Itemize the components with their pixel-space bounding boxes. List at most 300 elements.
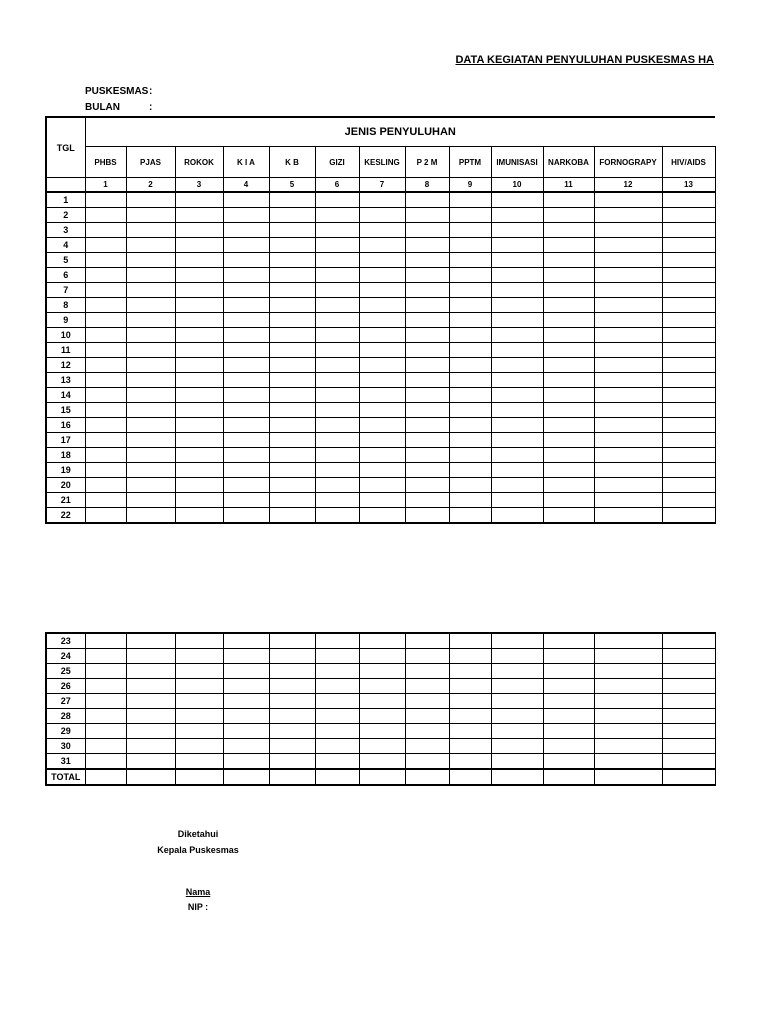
entry-cell[interactable] bbox=[594, 238, 662, 253]
entry-cell[interactable] bbox=[662, 418, 715, 433]
entry-cell[interactable] bbox=[594, 283, 662, 298]
entry-cell[interactable] bbox=[491, 649, 543, 664]
entry-cell[interactable] bbox=[594, 313, 662, 328]
entry-cell[interactable] bbox=[315, 664, 359, 679]
entry-cell[interactable] bbox=[449, 433, 491, 448]
entry-cell[interactable] bbox=[315, 724, 359, 739]
entry-cell[interactable] bbox=[449, 633, 491, 649]
entry-cell[interactable] bbox=[491, 208, 543, 223]
entry-cell[interactable] bbox=[449, 649, 491, 664]
total-cell[interactable] bbox=[449, 769, 491, 785]
entry-cell[interactable] bbox=[315, 313, 359, 328]
entry-cell[interactable] bbox=[543, 478, 594, 493]
entry-cell[interactable] bbox=[359, 649, 405, 664]
entry-cell[interactable] bbox=[85, 283, 126, 298]
entry-cell[interactable] bbox=[223, 298, 269, 313]
entry-cell[interactable] bbox=[405, 739, 449, 754]
entry-cell[interactable] bbox=[662, 253, 715, 268]
entry-cell[interactable] bbox=[85, 724, 126, 739]
entry-cell[interactable] bbox=[223, 433, 269, 448]
entry-cell[interactable] bbox=[126, 679, 175, 694]
entry-cell[interactable] bbox=[491, 403, 543, 418]
entry-cell[interactable] bbox=[175, 478, 223, 493]
entry-cell[interactable] bbox=[269, 343, 315, 358]
entry-cell[interactable] bbox=[315, 223, 359, 238]
total-cell[interactable] bbox=[175, 769, 223, 785]
entry-cell[interactable] bbox=[315, 433, 359, 448]
entry-cell[interactable] bbox=[543, 298, 594, 313]
entry-cell[interactable] bbox=[491, 633, 543, 649]
entry-cell[interactable] bbox=[491, 664, 543, 679]
entry-cell[interactable] bbox=[175, 633, 223, 649]
entry-cell[interactable] bbox=[359, 463, 405, 478]
entry-cell[interactable] bbox=[315, 268, 359, 283]
entry-cell[interactable] bbox=[662, 403, 715, 418]
entry-cell[interactable] bbox=[594, 754, 662, 770]
entry-cell[interactable] bbox=[85, 192, 126, 208]
total-cell[interactable] bbox=[359, 769, 405, 785]
entry-cell[interactable] bbox=[126, 223, 175, 238]
entry-cell[interactable] bbox=[175, 208, 223, 223]
entry-cell[interactable] bbox=[315, 649, 359, 664]
entry-cell[interactable] bbox=[491, 754, 543, 770]
total-cell[interactable] bbox=[491, 769, 543, 785]
entry-cell[interactable] bbox=[85, 664, 126, 679]
entry-cell[interactable] bbox=[543, 358, 594, 373]
entry-cell[interactable] bbox=[223, 373, 269, 388]
entry-cell[interactable] bbox=[662, 373, 715, 388]
entry-cell[interactable] bbox=[543, 694, 594, 709]
entry-cell[interactable] bbox=[543, 739, 594, 754]
entry-cell[interactable] bbox=[594, 403, 662, 418]
entry-cell[interactable] bbox=[359, 358, 405, 373]
entry-cell[interactable] bbox=[175, 298, 223, 313]
entry-cell[interactable] bbox=[359, 709, 405, 724]
entry-cell[interactable] bbox=[315, 192, 359, 208]
entry-cell[interactable] bbox=[662, 448, 715, 463]
entry-cell[interactable] bbox=[269, 253, 315, 268]
entry-cell[interactable] bbox=[315, 208, 359, 223]
entry-cell[interactable] bbox=[405, 478, 449, 493]
entry-cell[interactable] bbox=[491, 253, 543, 268]
entry-cell[interactable] bbox=[449, 739, 491, 754]
entry-cell[interactable] bbox=[223, 493, 269, 508]
entry-cell[interactable] bbox=[359, 328, 405, 343]
entry-cell[interactable] bbox=[405, 238, 449, 253]
entry-cell[interactable] bbox=[126, 343, 175, 358]
entry-cell[interactable] bbox=[126, 358, 175, 373]
entry-cell[interactable] bbox=[223, 238, 269, 253]
entry-cell[interactable] bbox=[405, 463, 449, 478]
entry-cell[interactable] bbox=[662, 679, 715, 694]
entry-cell[interactable] bbox=[594, 192, 662, 208]
entry-cell[interactable] bbox=[269, 268, 315, 283]
entry-cell[interactable] bbox=[543, 709, 594, 724]
entry-cell[interactable] bbox=[175, 223, 223, 238]
entry-cell[interactable] bbox=[449, 283, 491, 298]
entry-cell[interactable] bbox=[269, 649, 315, 664]
entry-cell[interactable] bbox=[315, 388, 359, 403]
entry-cell[interactable] bbox=[405, 328, 449, 343]
entry-cell[interactable] bbox=[405, 493, 449, 508]
entry-cell[interactable] bbox=[662, 223, 715, 238]
entry-cell[interactable] bbox=[491, 192, 543, 208]
entry-cell[interactable] bbox=[269, 298, 315, 313]
entry-cell[interactable] bbox=[126, 328, 175, 343]
entry-cell[interactable] bbox=[543, 493, 594, 508]
entry-cell[interactable] bbox=[491, 463, 543, 478]
entry-cell[interactable] bbox=[223, 403, 269, 418]
entry-cell[interactable] bbox=[269, 694, 315, 709]
entry-cell[interactable] bbox=[175, 679, 223, 694]
entry-cell[interactable] bbox=[223, 328, 269, 343]
entry-cell[interactable] bbox=[543, 754, 594, 770]
entry-cell[interactable] bbox=[491, 694, 543, 709]
entry-cell[interactable] bbox=[449, 418, 491, 433]
entry-cell[interactable] bbox=[223, 679, 269, 694]
entry-cell[interactable] bbox=[359, 192, 405, 208]
entry-cell[interactable] bbox=[269, 709, 315, 724]
entry-cell[interactable] bbox=[85, 709, 126, 724]
entry-cell[interactable] bbox=[269, 433, 315, 448]
entry-cell[interactable] bbox=[175, 343, 223, 358]
entry-cell[interactable] bbox=[491, 328, 543, 343]
entry-cell[interactable] bbox=[315, 238, 359, 253]
entry-cell[interactable] bbox=[223, 343, 269, 358]
entry-cell[interactable] bbox=[223, 313, 269, 328]
entry-cell[interactable] bbox=[223, 208, 269, 223]
entry-cell[interactable] bbox=[662, 694, 715, 709]
entry-cell[interactable] bbox=[543, 238, 594, 253]
entry-cell[interactable] bbox=[662, 433, 715, 448]
entry-cell[interactable] bbox=[594, 208, 662, 223]
entry-cell[interactable] bbox=[543, 253, 594, 268]
entry-cell[interactable] bbox=[359, 664, 405, 679]
entry-cell[interactable] bbox=[449, 388, 491, 403]
entry-cell[interactable] bbox=[662, 754, 715, 770]
entry-cell[interactable] bbox=[126, 373, 175, 388]
entry-cell[interactable] bbox=[405, 373, 449, 388]
entry-cell[interactable] bbox=[175, 283, 223, 298]
entry-cell[interactable] bbox=[269, 508, 315, 524]
entry-cell[interactable] bbox=[126, 694, 175, 709]
entry-cell[interactable] bbox=[405, 388, 449, 403]
entry-cell[interactable] bbox=[175, 388, 223, 403]
entry-cell[interactable] bbox=[543, 223, 594, 238]
entry-cell[interactable] bbox=[449, 192, 491, 208]
entry-cell[interactable] bbox=[269, 679, 315, 694]
entry-cell[interactable] bbox=[405, 358, 449, 373]
entry-cell[interactable] bbox=[175, 694, 223, 709]
entry-cell[interactable] bbox=[85, 754, 126, 770]
entry-cell[interactable] bbox=[405, 298, 449, 313]
entry-cell[interactable] bbox=[543, 373, 594, 388]
entry-cell[interactable] bbox=[269, 403, 315, 418]
entry-cell[interactable] bbox=[449, 223, 491, 238]
entry-cell[interactable] bbox=[359, 403, 405, 418]
entry-cell[interactable] bbox=[449, 343, 491, 358]
entry-cell[interactable] bbox=[223, 739, 269, 754]
entry-cell[interactable] bbox=[223, 478, 269, 493]
entry-cell[interactable] bbox=[175, 418, 223, 433]
entry-cell[interactable] bbox=[223, 724, 269, 739]
entry-cell[interactable] bbox=[662, 388, 715, 403]
entry-cell[interactable] bbox=[491, 418, 543, 433]
entry-cell[interactable] bbox=[543, 403, 594, 418]
entry-cell[interactable] bbox=[175, 754, 223, 770]
entry-cell[interactable] bbox=[315, 463, 359, 478]
entry-cell[interactable] bbox=[315, 478, 359, 493]
entry-cell[interactable] bbox=[269, 358, 315, 373]
entry-cell[interactable] bbox=[405, 633, 449, 649]
entry-cell[interactable] bbox=[491, 358, 543, 373]
entry-cell[interactable] bbox=[85, 343, 126, 358]
entry-cell[interactable] bbox=[662, 664, 715, 679]
entry-cell[interactable] bbox=[126, 478, 175, 493]
entry-cell[interactable] bbox=[126, 313, 175, 328]
entry-cell[interactable] bbox=[449, 208, 491, 223]
entry-cell[interactable] bbox=[359, 268, 405, 283]
total-cell[interactable] bbox=[223, 769, 269, 785]
entry-cell[interactable] bbox=[269, 223, 315, 238]
entry-cell[interactable] bbox=[491, 493, 543, 508]
entry-cell[interactable] bbox=[223, 192, 269, 208]
entry-cell[interactable] bbox=[449, 373, 491, 388]
entry-cell[interactable] bbox=[543, 418, 594, 433]
entry-cell[interactable] bbox=[359, 388, 405, 403]
entry-cell[interactable] bbox=[662, 298, 715, 313]
entry-cell[interactable] bbox=[223, 649, 269, 664]
entry-cell[interactable] bbox=[662, 633, 715, 649]
entry-cell[interactable] bbox=[126, 253, 175, 268]
entry-cell[interactable] bbox=[315, 283, 359, 298]
entry-cell[interactable] bbox=[223, 633, 269, 649]
entry-cell[interactable] bbox=[315, 403, 359, 418]
entry-cell[interactable] bbox=[85, 223, 126, 238]
entry-cell[interactable] bbox=[126, 463, 175, 478]
entry-cell[interactable] bbox=[269, 739, 315, 754]
entry-cell[interactable] bbox=[269, 418, 315, 433]
entry-cell[interactable] bbox=[405, 694, 449, 709]
entry-cell[interactable] bbox=[315, 633, 359, 649]
entry-cell[interactable] bbox=[491, 433, 543, 448]
entry-cell[interactable] bbox=[405, 253, 449, 268]
entry-cell[interactable] bbox=[315, 253, 359, 268]
entry-cell[interactable] bbox=[449, 238, 491, 253]
entry-cell[interactable] bbox=[594, 709, 662, 724]
entry-cell[interactable] bbox=[269, 238, 315, 253]
entry-cell[interactable] bbox=[543, 448, 594, 463]
entry-cell[interactable] bbox=[594, 448, 662, 463]
entry-cell[interactable] bbox=[223, 709, 269, 724]
entry-cell[interactable] bbox=[126, 268, 175, 283]
entry-cell[interactable] bbox=[405, 343, 449, 358]
entry-cell[interactable] bbox=[126, 448, 175, 463]
entry-cell[interactable] bbox=[449, 313, 491, 328]
entry-cell[interactable] bbox=[359, 373, 405, 388]
entry-cell[interactable] bbox=[126, 508, 175, 524]
entry-cell[interactable] bbox=[543, 649, 594, 664]
entry-cell[interactable] bbox=[85, 328, 126, 343]
total-cell[interactable] bbox=[543, 769, 594, 785]
entry-cell[interactable] bbox=[491, 238, 543, 253]
entry-cell[interactable] bbox=[223, 664, 269, 679]
entry-cell[interactable] bbox=[359, 433, 405, 448]
entry-cell[interactable] bbox=[315, 373, 359, 388]
entry-cell[interactable] bbox=[405, 448, 449, 463]
entry-cell[interactable] bbox=[449, 679, 491, 694]
entry-cell[interactable] bbox=[175, 724, 223, 739]
entry-cell[interactable] bbox=[315, 328, 359, 343]
entry-cell[interactable] bbox=[491, 298, 543, 313]
entry-cell[interactable] bbox=[543, 268, 594, 283]
entry-cell[interactable] bbox=[543, 313, 594, 328]
entry-cell[interactable] bbox=[315, 739, 359, 754]
entry-cell[interactable] bbox=[126, 739, 175, 754]
entry-cell[interactable] bbox=[269, 328, 315, 343]
entry-cell[interactable] bbox=[315, 418, 359, 433]
entry-cell[interactable] bbox=[223, 223, 269, 238]
entry-cell[interactable] bbox=[449, 253, 491, 268]
entry-cell[interactable] bbox=[315, 448, 359, 463]
entry-cell[interactable] bbox=[269, 633, 315, 649]
entry-cell[interactable] bbox=[315, 694, 359, 709]
entry-cell[interactable] bbox=[594, 298, 662, 313]
entry-cell[interactable] bbox=[405, 313, 449, 328]
entry-cell[interactable] bbox=[315, 508, 359, 524]
entry-cell[interactable] bbox=[594, 343, 662, 358]
entry-cell[interactable] bbox=[175, 463, 223, 478]
entry-cell[interactable] bbox=[543, 192, 594, 208]
entry-cell[interactable] bbox=[491, 739, 543, 754]
entry-cell[interactable] bbox=[175, 433, 223, 448]
entry-cell[interactable] bbox=[449, 328, 491, 343]
entry-cell[interactable] bbox=[269, 192, 315, 208]
entry-cell[interactable] bbox=[662, 313, 715, 328]
total-cell[interactable] bbox=[405, 769, 449, 785]
entry-cell[interactable] bbox=[269, 313, 315, 328]
entry-cell[interactable] bbox=[175, 238, 223, 253]
entry-cell[interactable] bbox=[405, 192, 449, 208]
total-cell[interactable] bbox=[85, 769, 126, 785]
entry-cell[interactable] bbox=[175, 358, 223, 373]
entry-cell[interactable] bbox=[85, 649, 126, 664]
entry-cell[interactable] bbox=[662, 328, 715, 343]
entry-cell[interactable] bbox=[491, 283, 543, 298]
entry-cell[interactable] bbox=[405, 754, 449, 770]
entry-cell[interactable] bbox=[594, 649, 662, 664]
entry-cell[interactable] bbox=[269, 478, 315, 493]
entry-cell[interactable] bbox=[359, 298, 405, 313]
entry-cell[interactable] bbox=[405, 283, 449, 298]
entry-cell[interactable] bbox=[594, 223, 662, 238]
entry-cell[interactable] bbox=[175, 192, 223, 208]
entry-cell[interactable] bbox=[175, 664, 223, 679]
entry-cell[interactable] bbox=[449, 724, 491, 739]
entry-cell[interactable] bbox=[85, 313, 126, 328]
entry-cell[interactable] bbox=[269, 724, 315, 739]
entry-cell[interactable] bbox=[449, 754, 491, 770]
entry-cell[interactable] bbox=[315, 343, 359, 358]
entry-cell[interactable] bbox=[543, 633, 594, 649]
entry-cell[interactable] bbox=[359, 343, 405, 358]
entry-cell[interactable] bbox=[126, 208, 175, 223]
entry-cell[interactable] bbox=[662, 649, 715, 664]
entry-cell[interactable] bbox=[449, 664, 491, 679]
entry-cell[interactable] bbox=[85, 238, 126, 253]
entry-cell[interactable] bbox=[175, 268, 223, 283]
entry-cell[interactable] bbox=[175, 328, 223, 343]
entry-cell[interactable] bbox=[223, 358, 269, 373]
entry-cell[interactable] bbox=[594, 724, 662, 739]
entry-cell[interactable] bbox=[359, 694, 405, 709]
entry-cell[interactable] bbox=[223, 754, 269, 770]
entry-cell[interactable] bbox=[269, 208, 315, 223]
entry-cell[interactable] bbox=[85, 433, 126, 448]
entry-cell[interactable] bbox=[543, 508, 594, 524]
entry-cell[interactable] bbox=[175, 709, 223, 724]
entry-cell[interactable] bbox=[449, 403, 491, 418]
entry-cell[interactable] bbox=[85, 388, 126, 403]
entry-cell[interactable] bbox=[85, 633, 126, 649]
entry-cell[interactable] bbox=[175, 403, 223, 418]
entry-cell[interactable] bbox=[491, 343, 543, 358]
entry-cell[interactable] bbox=[315, 709, 359, 724]
entry-cell[interactable] bbox=[491, 508, 543, 524]
entry-cell[interactable] bbox=[223, 283, 269, 298]
entry-cell[interactable] bbox=[405, 724, 449, 739]
entry-cell[interactable] bbox=[594, 664, 662, 679]
entry-cell[interactable] bbox=[449, 358, 491, 373]
entry-cell[interactable] bbox=[315, 754, 359, 770]
entry-cell[interactable] bbox=[449, 694, 491, 709]
entry-cell[interactable] bbox=[662, 343, 715, 358]
entry-cell[interactable] bbox=[662, 238, 715, 253]
entry-cell[interactable] bbox=[662, 493, 715, 508]
entry-cell[interactable] bbox=[594, 739, 662, 754]
entry-cell[interactable] bbox=[359, 493, 405, 508]
entry-cell[interactable] bbox=[85, 463, 126, 478]
entry-cell[interactable] bbox=[405, 433, 449, 448]
entry-cell[interactable] bbox=[449, 268, 491, 283]
entry-cell[interactable] bbox=[594, 493, 662, 508]
entry-cell[interactable] bbox=[269, 493, 315, 508]
entry-cell[interactable] bbox=[491, 268, 543, 283]
entry-cell[interactable] bbox=[126, 649, 175, 664]
entry-cell[interactable] bbox=[359, 633, 405, 649]
entry-cell[interactable] bbox=[269, 754, 315, 770]
entry-cell[interactable] bbox=[662, 724, 715, 739]
entry-cell[interactable] bbox=[594, 253, 662, 268]
entry-cell[interactable] bbox=[315, 298, 359, 313]
entry-cell[interactable] bbox=[223, 268, 269, 283]
entry-cell[interactable] bbox=[126, 403, 175, 418]
entry-cell[interactable] bbox=[594, 328, 662, 343]
entry-cell[interactable] bbox=[594, 388, 662, 403]
entry-cell[interactable] bbox=[359, 253, 405, 268]
entry-cell[interactable] bbox=[175, 373, 223, 388]
entry-cell[interactable] bbox=[175, 739, 223, 754]
entry-cell[interactable] bbox=[175, 448, 223, 463]
entry-cell[interactable] bbox=[359, 478, 405, 493]
entry-cell[interactable] bbox=[126, 298, 175, 313]
entry-cell[interactable] bbox=[126, 754, 175, 770]
entry-cell[interactable] bbox=[223, 508, 269, 524]
total-cell[interactable] bbox=[126, 769, 175, 785]
entry-cell[interactable] bbox=[662, 192, 715, 208]
entry-cell[interactable] bbox=[85, 679, 126, 694]
entry-cell[interactable] bbox=[491, 448, 543, 463]
